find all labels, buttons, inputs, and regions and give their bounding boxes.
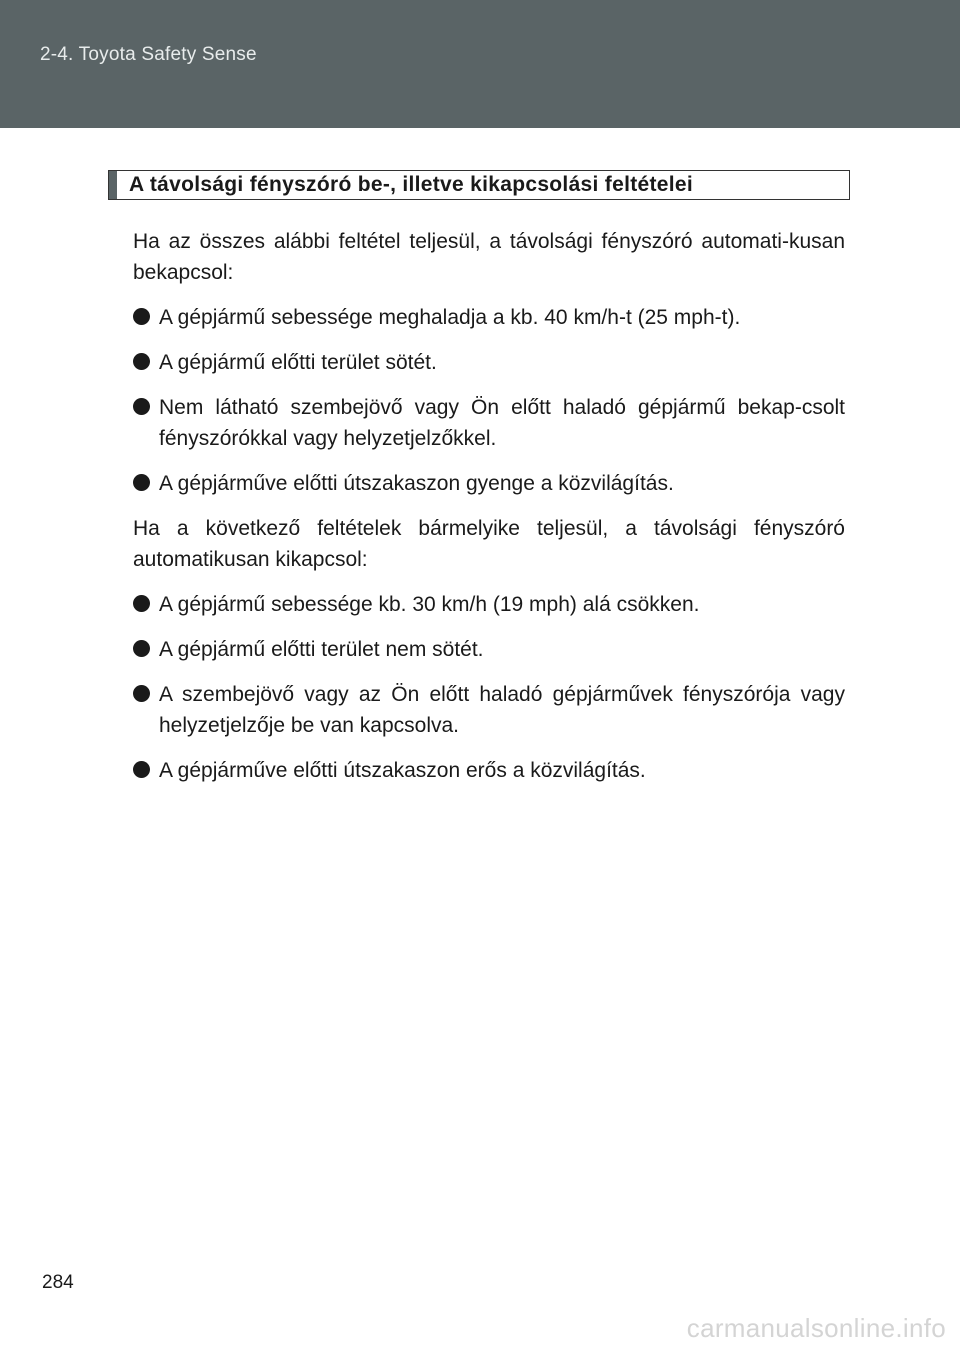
bullet-icon bbox=[133, 353, 150, 370]
bullet-icon bbox=[133, 685, 150, 702]
list-item-text: A gépjármű sebessége kb. 30 km/h (19 mph) alá csökken. bbox=[159, 593, 700, 616]
main-content bbox=[133, 226, 845, 800]
list-item-text: Nem látható szembejövő vagy Ön előtt haladó gépjármű bekap-csolt fényszórókkal vagy helyzetjelzőkkel. bbox=[159, 396, 845, 450]
section-title-box bbox=[108, 170, 850, 200]
bullet-icon bbox=[133, 640, 150, 657]
chapter-heading: 2-4. Toyota Safety Sense bbox=[40, 44, 257, 65]
off-conditions-intro: Ha a következő feltételek bármelyike teljesül, a távolsági fényszóró automatikusan kikapcsol: bbox=[133, 517, 845, 571]
section-marker bbox=[109, 171, 117, 199]
bullet-icon bbox=[133, 308, 150, 325]
list-item bbox=[133, 468, 845, 499]
list-item bbox=[133, 392, 845, 454]
list-item bbox=[133, 302, 845, 333]
section-title: A távolsági fényszóró be-, illetve kikapcsolási feltételei bbox=[129, 173, 693, 196]
watermark: carmanualsonline.info bbox=[686, 1313, 946, 1343]
list-item bbox=[133, 634, 845, 665]
list-item bbox=[133, 347, 845, 378]
page-number: 284 bbox=[42, 1272, 74, 1293]
list-item bbox=[133, 755, 845, 786]
list-item-text: A szembejövő vagy az Ön előtt haladó gépjárművek fényszórója vagy helyzetjelzője be van kapcsolva. bbox=[159, 683, 845, 737]
list-item-text: A gépjármű sebessége meghaladja a kb. 40 km/h-t (25 mph-t). bbox=[159, 306, 741, 329]
list-item-text: A gépjármű előtti terület nem sötét. bbox=[159, 638, 484, 661]
bullet-icon bbox=[133, 595, 150, 612]
list-item-text: A gépjárműve előtti útszakaszon gyenge a közvilágítás. bbox=[159, 472, 674, 495]
list-item bbox=[133, 679, 845, 741]
header-band bbox=[0, 0, 960, 128]
bullet-icon bbox=[133, 761, 150, 778]
bullet-icon bbox=[133, 398, 150, 415]
list-item-text: A gépjármű előtti terület sötét. bbox=[159, 351, 437, 374]
on-conditions-intro: Ha az összes alábbi feltétel teljesül, a távolsági fényszóró automati-kusan bekapcsol: bbox=[133, 230, 845, 284]
bullet-icon bbox=[133, 474, 150, 491]
list-item bbox=[133, 589, 845, 620]
list-item-text: A gépjárműve előtti útszakaszon erős a közvilágítás. bbox=[159, 759, 646, 782]
